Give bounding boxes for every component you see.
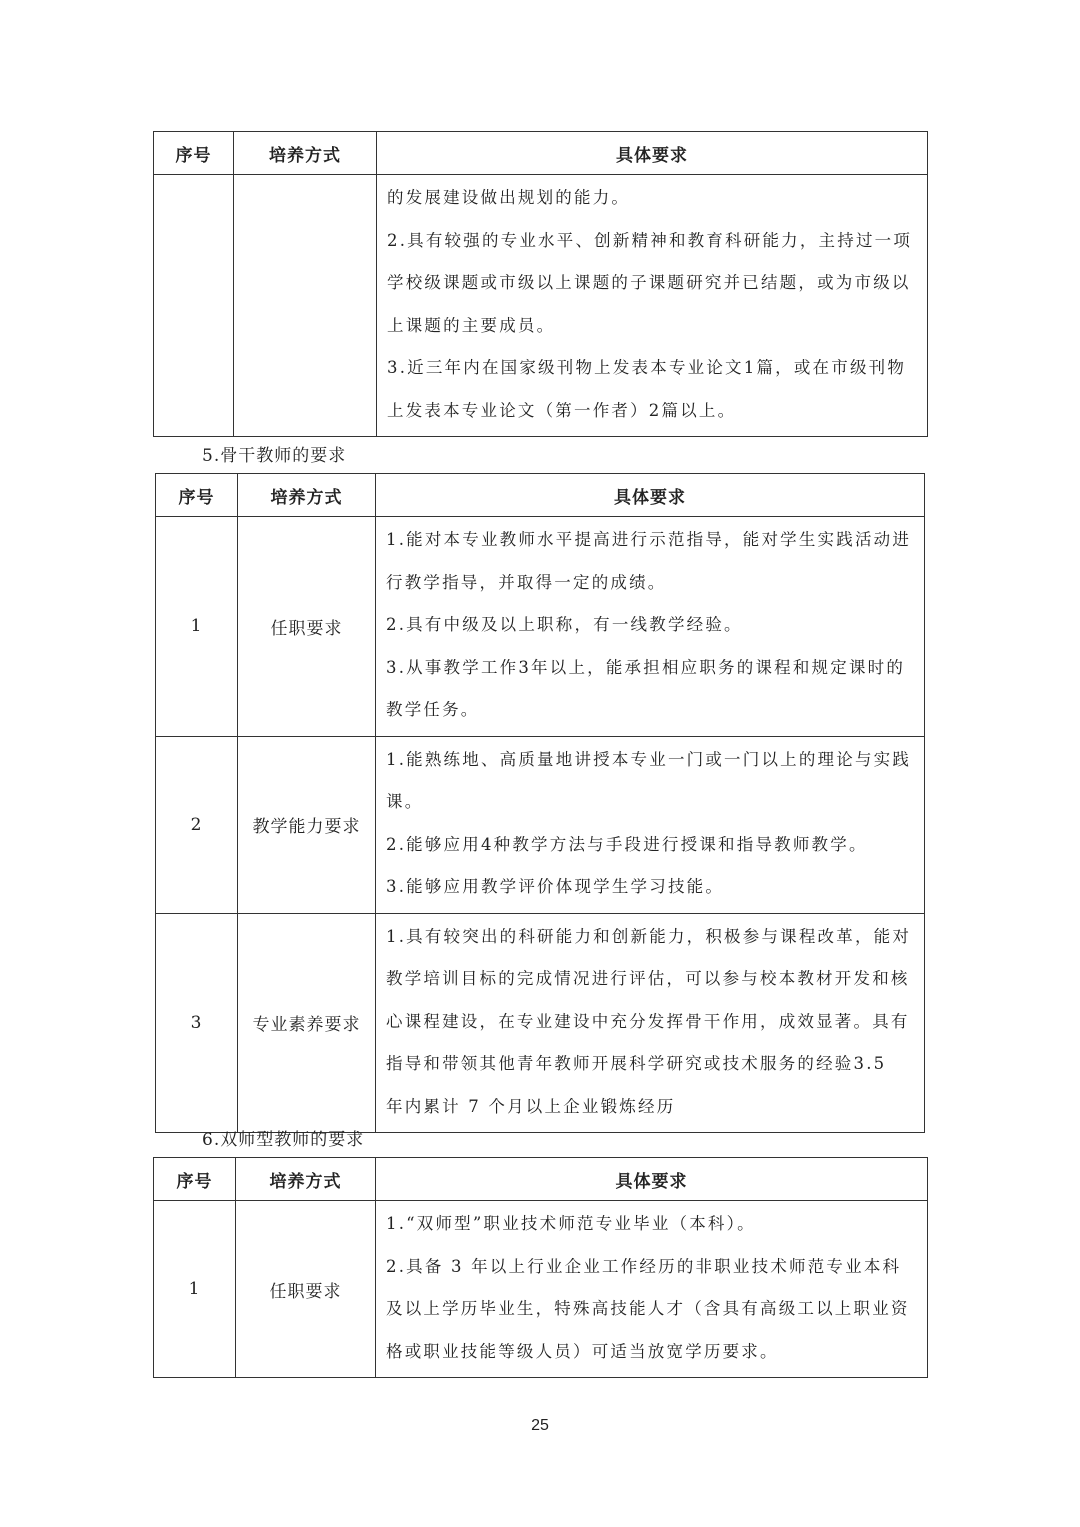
section-heading-6: 6.双师型教师的要求 (202, 1130, 365, 1150)
req-line: 格或职业技能等级人员）可适当放宽学历要求。 (386, 1341, 779, 1361)
req-line: 上课题的主要成员。 (387, 315, 556, 335)
req-line: 学校级课题或市级以上课题的子课题研究并已结题，或为市级以 (387, 273, 911, 292)
row-no: 3 (156, 913, 238, 1133)
req-line: 教学培训目标的完成情况进行评估，可以参与校本教材开发和核 (386, 969, 910, 988)
row-no: 2 (156, 736, 238, 913)
table-row (154, 1201, 928, 1378)
req-line: 及以上学历毕业生，特殊高技能人才（含具有高级工以上职业资 (386, 1299, 910, 1318)
table-header-row (156, 474, 925, 517)
req-line: 2.具有较强的专业水平、创新精神和教育科研能力，主持过一项 (387, 230, 913, 250)
req-line: 年内累计 7 个月以上企业锻炼经历 (386, 1096, 676, 1116)
header-no: 序号 (156, 474, 238, 517)
section-heading-5: 5.骨干教师的要求 (202, 446, 347, 466)
header-no: 序号 (154, 1158, 236, 1201)
row-mode (234, 175, 377, 437)
dual-teacher-table (153, 1157, 928, 1378)
table-row (156, 517, 925, 737)
backbone-teacher-table (155, 473, 925, 1133)
row-mode: 任职要求 (236, 1201, 376, 1378)
table-row (154, 175, 928, 437)
row-requirements (377, 175, 928, 437)
req-line: 3.从事教学工作3年以上，能承担相应职务的课程和规定课时的 (386, 657, 906, 677)
req-line: 行教学指导，并取得一定的成绩。 (386, 572, 667, 592)
row-no: 1 (154, 1201, 236, 1378)
row-mode: 专业素养要求 (238, 913, 376, 1133)
row-no (154, 175, 234, 437)
req-line: 上发表本专业论文（第一作者）2篇以上。 (387, 400, 737, 420)
table-row (156, 736, 925, 913)
page-number: 25 (531, 1417, 549, 1434)
req-line: 课。 (386, 792, 424, 811)
req-line: 教学任务。 (386, 700, 480, 719)
req-line: 1.能熟练地、高质量地讲授本专业一门或一门以上的理论与实践 (386, 749, 912, 769)
table-row (156, 913, 925, 1133)
row-mode: 任职要求 (238, 517, 376, 737)
header-mode: 培养方式 (236, 1158, 376, 1201)
row-mode: 教学能力要求 (238, 736, 376, 913)
req-line: 1.具有较突出的科研能力和创新能力，积极参与课程改革，能对 (386, 926, 912, 946)
req-line: 2.具备 3 年以上行业企业工作经历的非职业技术师范专业本科 (386, 1256, 902, 1276)
req-line: 3.近三年内在国家级刊物上发表本专业论文1篇，或在市级刊物 (387, 358, 907, 377)
req-line: 1.“双师型”职业技术师范专业毕业（本科）。 (386, 1214, 756, 1233)
req-line: 2.能够应用4种教学方法与手段进行授课和指导教师教学。 (386, 834, 868, 854)
table-header-row (154, 132, 928, 175)
req-line: 心课程建设，在专业建设中充分发挥骨干作用，成效显著。具有 (386, 1011, 910, 1031)
table-header-row (154, 1158, 928, 1201)
req-line: 指导和带领其他青年教师开展科学研究或技术服务的经验3.5 (386, 1054, 887, 1073)
header-no: 序号 (154, 132, 234, 175)
row-requirements (376, 1201, 928, 1378)
header-req: 具体要求 (376, 1158, 928, 1201)
row-requirements (376, 517, 925, 737)
header-req: 具体要求 (376, 474, 925, 517)
header-mode: 培养方式 (238, 474, 376, 517)
requirements-table-continued (153, 131, 928, 437)
header-req: 具体要求 (377, 132, 928, 175)
req-line: 2.具有中级及以上职称，有一线教学经验。 (386, 615, 743, 634)
req-line: 3.能够应用教学评价体现学生学习技能。 (386, 877, 725, 896)
header-mode: 培养方式 (234, 132, 377, 175)
row-requirements (376, 913, 925, 1133)
req-line: 的发展建设做出规划的能力。 (387, 188, 631, 207)
req-line: 1.能对本专业教师水平提高进行示范指导，能对学生实践活动进 (386, 530, 912, 549)
row-requirements (376, 736, 925, 913)
row-no: 1 (156, 517, 238, 737)
